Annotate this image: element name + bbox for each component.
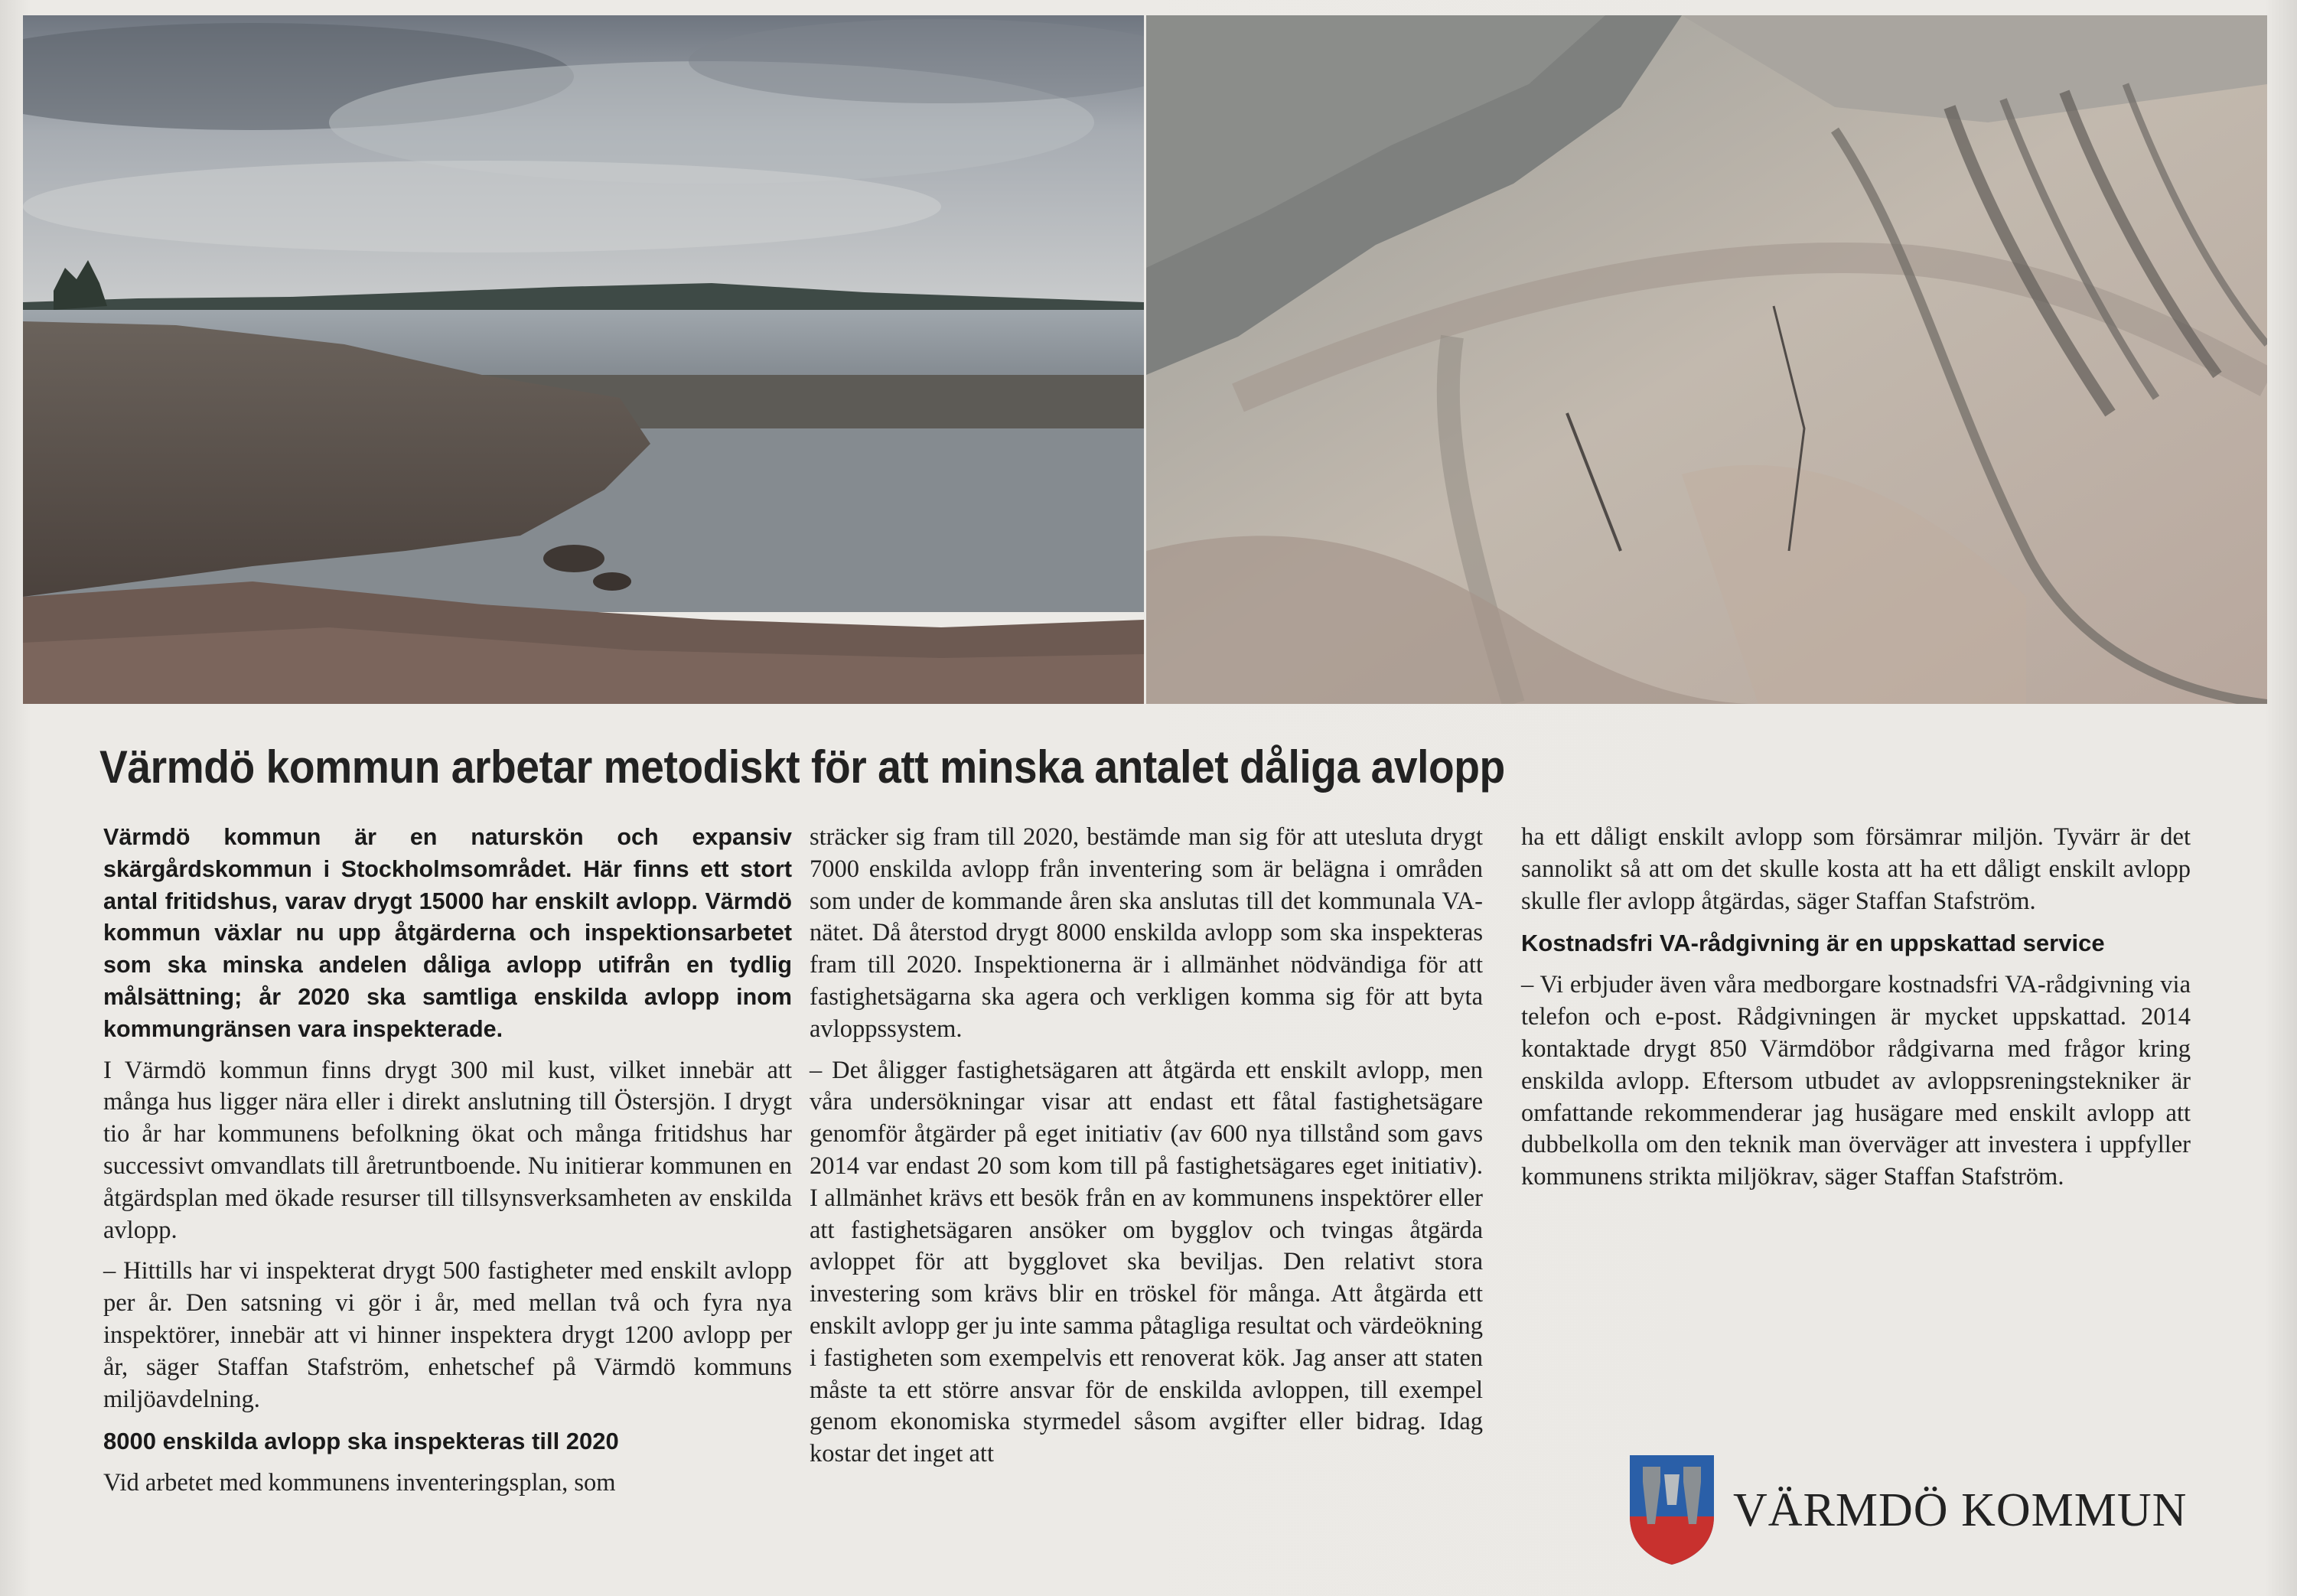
article-lead: Värmdö kommun är en naturskön och expansiv skärgårdskommun i Stockholmsområdet. Här finns ett stort antal fritidshus, varav drygt 15000 har enskilt avlopp. Värmdö kommun växlar nu upp åtgärderna och inspektionsarbetet som ska minska andelen dåliga avlopp utifrån en tydlig målsättning; år 2020 ska samtliga enskilda avlopp inom kommungränsen vara inspekterade. bbox=[103, 824, 792, 1042]
paragraph: sträcker sig fram till 2020, bestämde man sig för att utesluta drygt 7000 enskilda avlopp från inventering som är belägna i områden som under de kommande åren ska anslutas till det kommunala VA-nätet. Då återstod drygt 8000 enskilda avlopp som ska inspekteras fram till 2020. Inspektionerna är i allmänhet nödvändiga för att fastighetsägarna ska agera och verkligen komma sig för att byta avloppssystem. bbox=[810, 823, 1483, 1043]
article-column-3 bbox=[1521, 822, 2191, 1203]
article-headline: Värmdö kommun arbetar metodiskt för att minska antalet dåliga avlopp bbox=[99, 741, 1505, 793]
paragraph: – Det åligger fastighetsägaren att åtgärda ett enskilt avlopp, men våra undersökningar visar att endast ett fåtal fastighetsägare genomför åtgärder på eget initiativ (av 600 nya tillstånd som gavs 2014 var endast 20 som kom till på fastighetsägares eget initiativ). I allmänhet krävs ett besök från en av kommunens inspektörer eller att fastighetsägaren ansöker om bygglov och tvingas åtgärda avloppet för att bygglovet ska beviljas. Den relativt stora investering som krävs blir en tröskel för många. Att åtgärda ett enskilt avlopp ger ju inte samma påtagliga resultat och värdeökning i fastigheten som exempelvis ett renoverat kök. Jag anser att staten måste ta ett större ansvar för de enskilda avloppen, till exempel genom ekonomiska styrmedel såsom avgifter eller bidrag. Idag kostar det inget att bbox=[810, 1056, 1483, 1468]
article-column-2 bbox=[810, 822, 1483, 1480]
paragraph: – Vi erbjuder även våra medborgare kostnadsfri VA-rådgivning via telefon och e-post. Rådgivningen är mycket uppskattad. 2014 kontaktade drygt 850 Värmdöbor rådgivarna med frågor kring enskilda avlopp. Eftersom utbudet av avloppsreningstekniker är omfattande rekommenderar jag husägare med enskilt avlopp att dubbelkolla om den teknik man överväger att investera i uppfyller kommunens strikta miljökrav, säger Staffan Stafström. bbox=[1521, 971, 2191, 1191]
rock-formation-photo bbox=[1146, 15, 2267, 704]
paragraph: Vid arbetet med kommunens inventeringsplan, som bbox=[103, 1469, 616, 1497]
logo-text: VÄRMDÖ KOMMUN bbox=[1733, 1484, 2188, 1536]
subheading: Kostnadsfri VA-rådgivning är en uppskattad service bbox=[1521, 930, 2105, 957]
article-column-1 bbox=[103, 822, 792, 1509]
paragraph: – Hittills har vi inspekterat drygt 500 fastigheter med enskilt avlopp per år. Den satsning vi gör i år, med mellan två och fyra nya inspektörer, innebär att vi hinner inspektera drygt 1200 avlopp per år, säger Staffan Stafström, enhetschef på Värmdö kommuns miljöavdelning. bbox=[103, 1257, 792, 1413]
coat-of-arms-icon bbox=[1626, 1451, 1718, 1566]
varmdo-kommun-logo bbox=[1626, 1451, 2253, 1566]
paragraph: I Värmdö kommun finns drygt 300 mil kust, vilket innebär att många hus ligger nära eller i direkt anslutning till Östersjön. I drygt tio år har kommunens befolkning ökat och många fritidshus har successivt omvandlats till åretruntboende. Nu initierar kommunen en åtgärdsplan med ökade resurser till tillsynsverksamheten av enskilda avlopp. bbox=[103, 1056, 792, 1244]
paragraph: ha ett dåligt enskilt avlopp som försämrar miljön. Tyvärr är det sannolikt så att om det skulle kosta att ha ett dåligt enskilt avlopp skulle fler avlopp åtgärdas, säger Staffan Stafström. bbox=[1521, 823, 2191, 915]
archipelago-coast-photo bbox=[23, 15, 1144, 704]
subheading: 8000 enskilda avlopp ska inspekteras till 2020 bbox=[103, 1428, 619, 1455]
